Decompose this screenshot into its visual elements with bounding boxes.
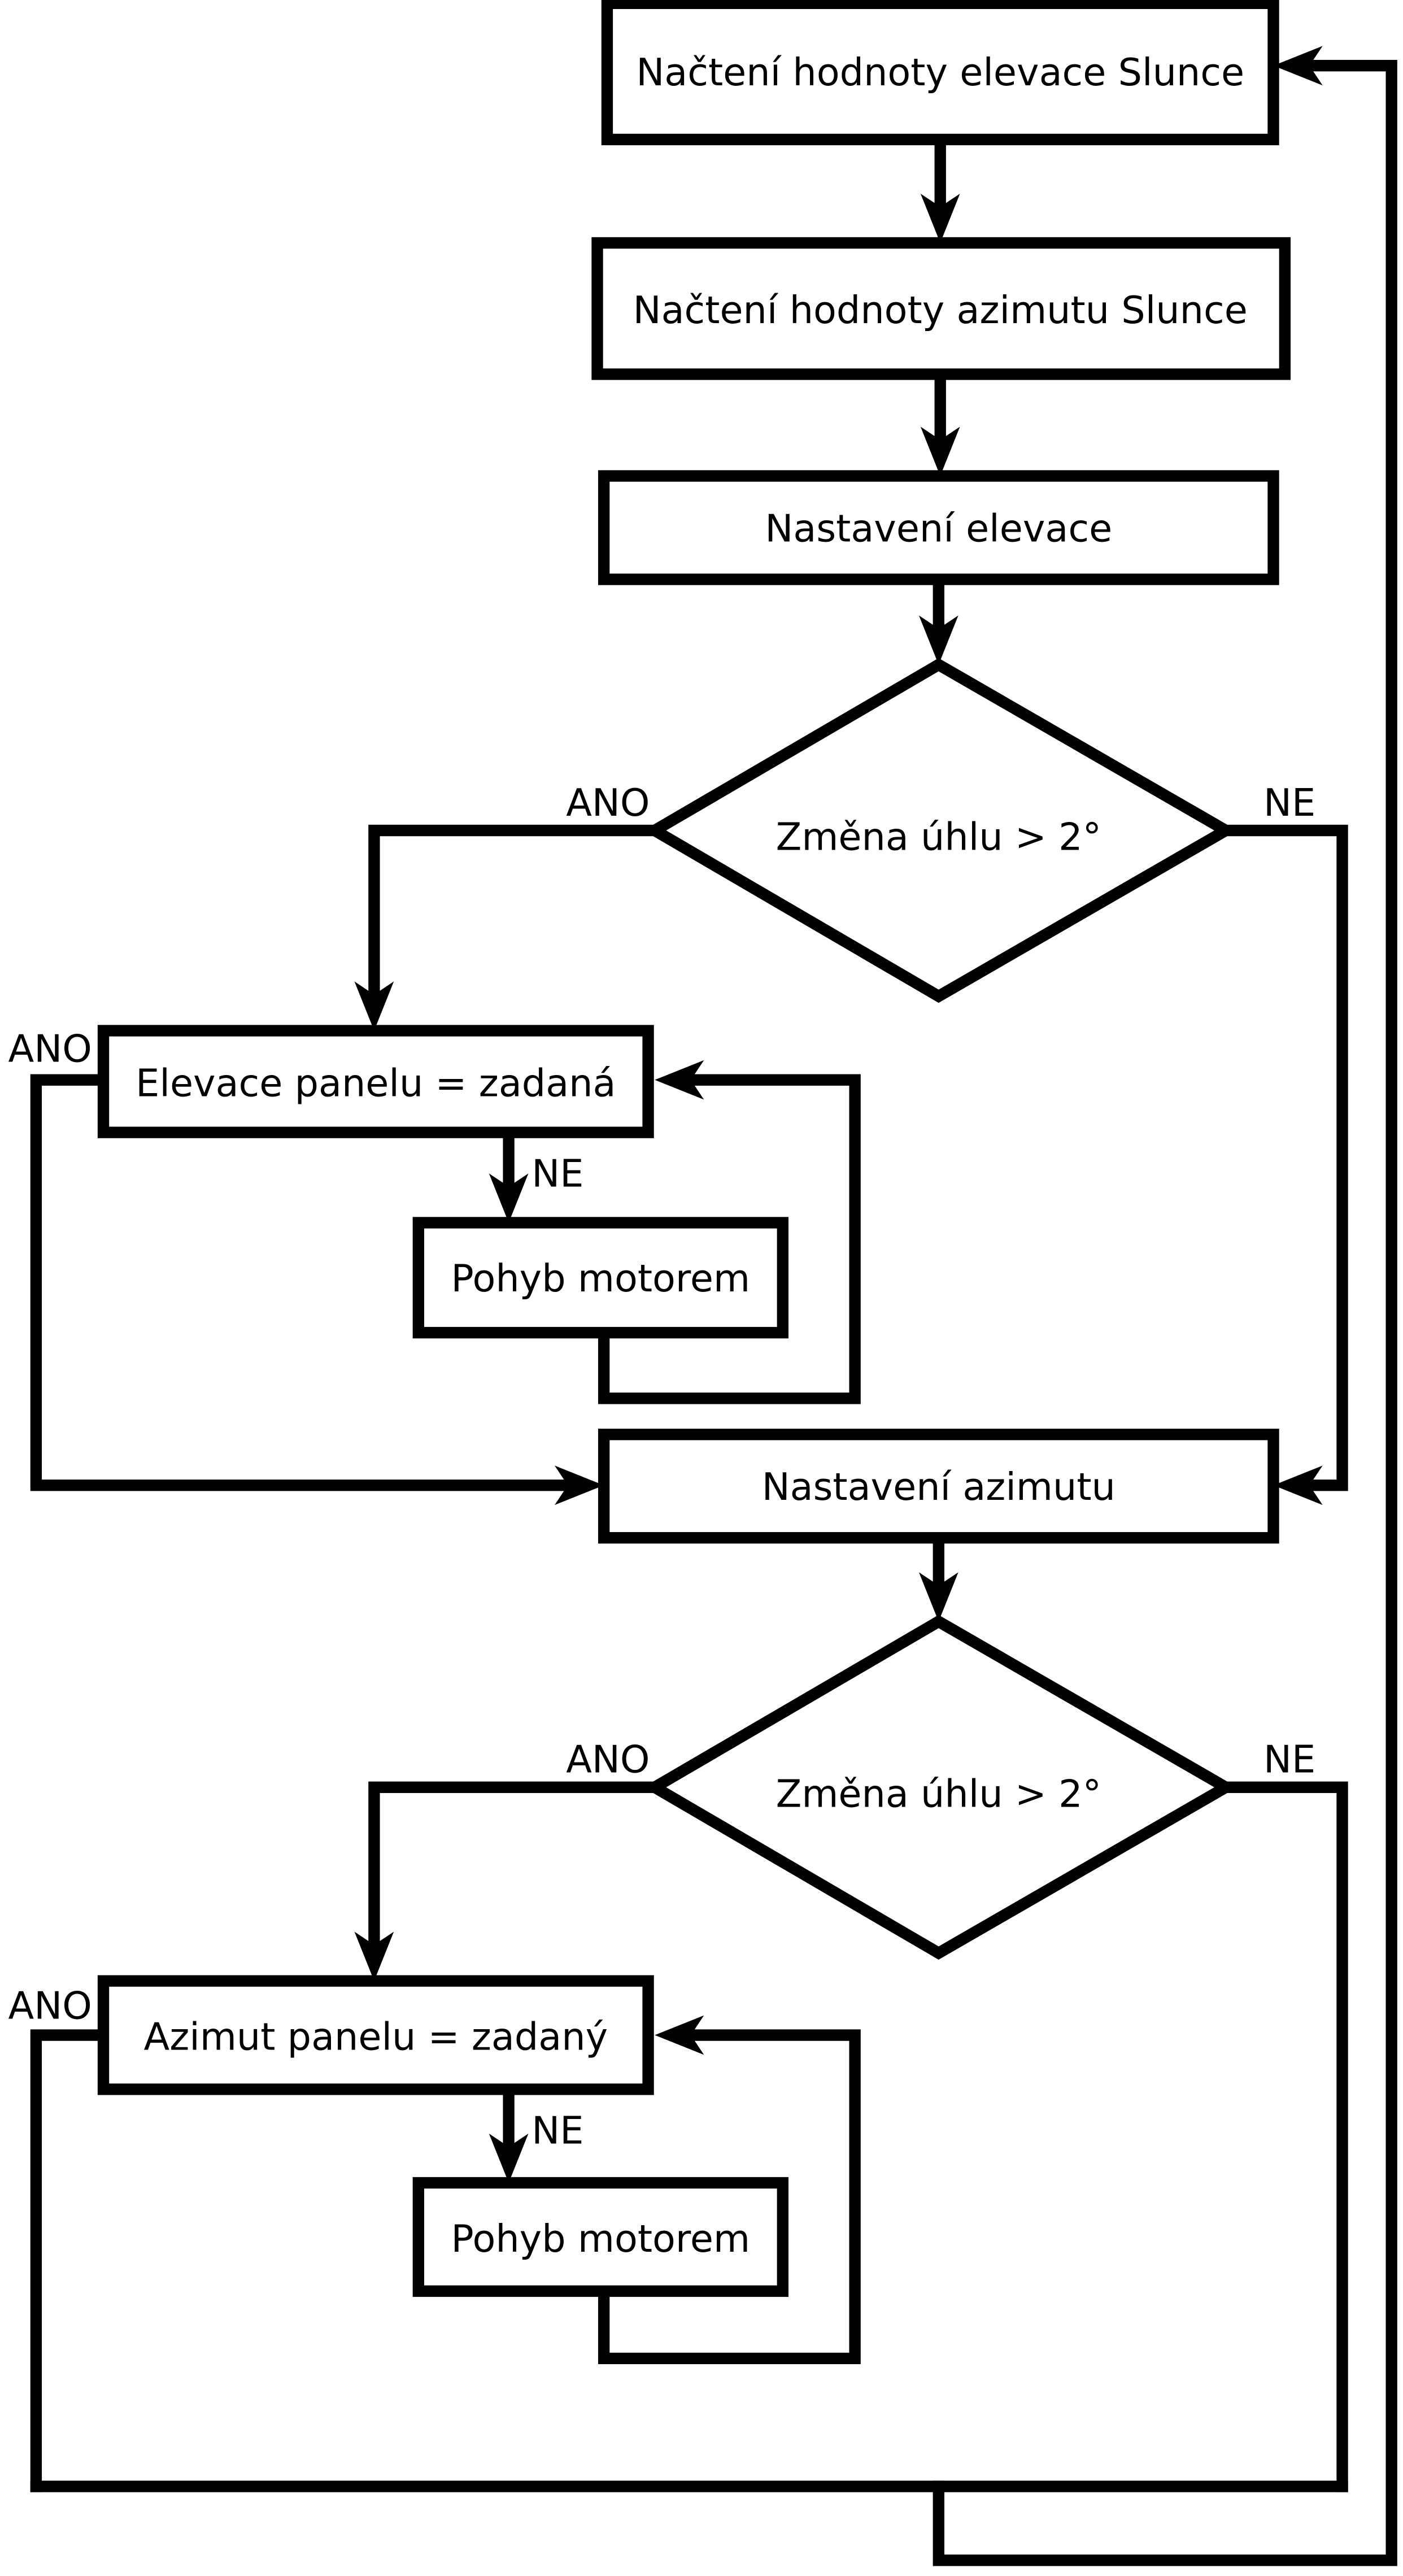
- edge-label-yes-elevation-set: ANO: [8, 1026, 92, 1071]
- edge-label-yes-decision-elevation: ANO: [566, 780, 650, 825]
- node-set-elevation-label: Nastavení elevace: [765, 506, 1113, 551]
- node-azimuth-set-label: Azimut panelu = zadaný: [143, 2014, 608, 2059]
- edge-decision-elevation-yes: [374, 830, 655, 995]
- edge-label-no-decision-elevation: NE: [1263, 780, 1316, 825]
- node-motor-azimuth-label: Pohyb motorem: [451, 2216, 751, 2261]
- node-motor-elevation-label: Pohyb motorem: [451, 1256, 751, 1301]
- edge-decision-azimuth-no: [1226, 1787, 1342, 2487]
- edge-azimuth-set-yes: [36, 2035, 103, 2487]
- node-decision-azimuth-label: Změna úhlu > 2°: [775, 1772, 1102, 1816]
- node-set-azimuth-label: Nastavení azimutu: [761, 1465, 1116, 1509]
- edge-label-yes-azimuth-set: ANO: [8, 1983, 92, 2028]
- edge-label-no-elevation-set: NE: [531, 1151, 584, 1196]
- edge-label-no-decision-azimuth: NE: [1263, 1737, 1316, 1782]
- node-decision-elevation-label: Změna úhlu > 2°: [775, 815, 1102, 859]
- node-read-azimuth-label: Načtení hodnoty azimutu Slunce: [633, 288, 1248, 333]
- edge-decision-elevation-no: [1226, 830, 1342, 1485]
- node-read-elevation-label: Načtení hodnoty elevace Slunce: [636, 50, 1245, 94]
- edge-label-no-azimuth-set: NE: [531, 2108, 584, 2153]
- node-elevation-set-label: Elevace panelu = zadaná: [136, 1061, 616, 1106]
- edge-decision-azimuth-yes: [374, 1787, 655, 1945]
- edge-loop-to-start: [939, 66, 1392, 2560]
- edge-label-yes-decision-azimuth: ANO: [566, 1737, 650, 1782]
